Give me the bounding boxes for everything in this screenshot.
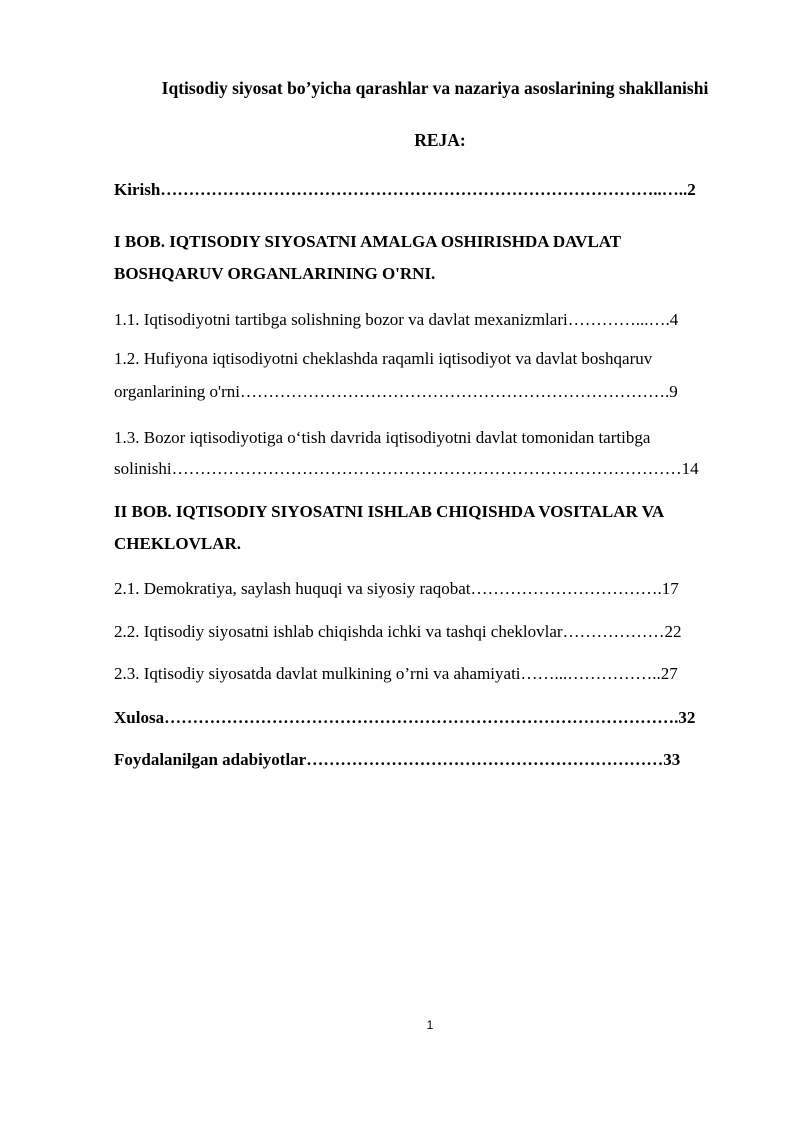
plan-heading: REJA: — [414, 130, 466, 150]
toc-entry-references: Foydalanilgan adabiyotlar………………………………………………………33 — [114, 750, 681, 769]
toc-entry-2-1: 2.1. Demokratiya, saylash huquqi va siyosiy raqobat…………………………….17 — [114, 579, 679, 598]
toc-entry-1-1: 1.1. Iqtisodiyotni tartibga solishning bozor va davlat mexanizmlari…………...….4 — [114, 310, 679, 329]
toc-chapter-2-title-line-1: II BOB. IQTISODIY SIYOSATNI ISHLAB CHIQISHDA VOSITALAR VA — [114, 502, 665, 521]
toc-entry-2-2: 2.2. Iqtisodiy siyosatni ishlab chiqishda ichki va tashqi cheklovlar………………22 — [114, 622, 682, 641]
toc-entry-introduction: Kirish……………………………………………………………………………..…..2 — [114, 180, 696, 199]
toc-entry-1-3-line-1: 1.3. Bozor iqtisodiyotiga oʻtish davrida iqtisodiyotni davlat tomonidan tartibga — [114, 428, 651, 447]
document-title: Iqtisodiy siyosat bo’yicha qarashlar va nazariya asoslarining shakllanishi — [161, 78, 709, 98]
toc-entry-2-3: 2.3. Iqtisodiy siyosatda davlat mulkining o’rni va ahamiyati……...……………..27 — [114, 664, 678, 683]
toc-chapter-1-title-line-2: BOSHQARUV ORGANLARINING O'RNI. — [114, 264, 436, 283]
toc-entry-1-2-line-1: 1.2. Hufiyona iqtisodiyotni cheklashda raqamli iqtisodiyot va davlat boshqaruv — [114, 349, 653, 368]
toc-entry-1-3-line-2: solinishi………………………………………………………………………………14 — [114, 459, 699, 478]
toc-entry-1-2-line-2: organlarining o'rni………………………………………………………………….9 — [114, 382, 678, 401]
toc-entry-conclusion: Xulosa……………………………………………………………………………….32 — [114, 708, 696, 727]
toc-chapter-1-title-line-1: I BOB. IQTISODIY SIYOSATNI AMALGA OSHIRISHDA DAVLAT — [114, 232, 622, 251]
toc-chapter-2-title-line-2: CHEKLOVLAR. — [114, 534, 242, 553]
page-number: 1 — [426, 1018, 434, 1032]
